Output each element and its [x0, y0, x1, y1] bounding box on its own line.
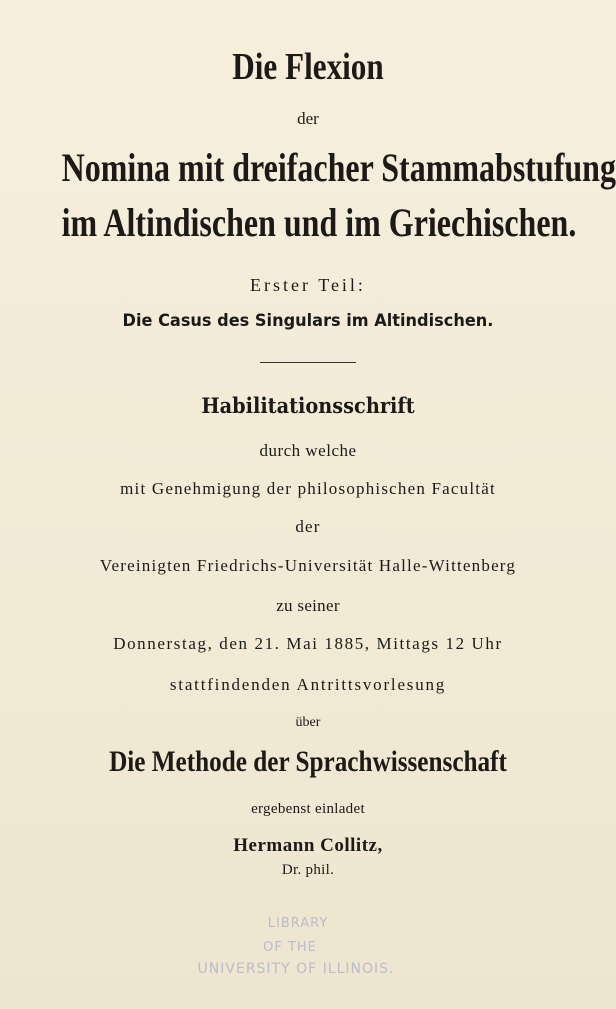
- divider-rule: [260, 362, 356, 363]
- lecture-title: Die Methode der Sprachwissenschaft: [109, 745, 507, 778]
- library-stamp-line-3: UNIVERSITY OF ILLINOIS.: [197, 961, 395, 977]
- main-title-line-3: Nomina mit dreifacher Stammabstufung: [61, 145, 616, 190]
- author-degree: Dr. phil.: [281, 862, 335, 878]
- habilitation-line-6: Donnerstag, den 21. Mai 1885, Mittags 12 Uhr: [113, 634, 503, 653]
- part-subtitle: Die Casus des Singulars im Altindischen.: [122, 311, 494, 331]
- habilitation-line-8: über: [295, 715, 321, 730]
- main-title-line-2: der: [297, 109, 319, 128]
- habilitation-line-7: stattfindenden Antrittsvorlesung: [169, 675, 447, 694]
- habilitation-line-1: durch welche: [259, 441, 357, 460]
- habilitation-line-2: mit Genehmigung der philosophischen Facultät: [120, 479, 496, 498]
- author-name: Hermann Collitz,: [233, 835, 383, 856]
- habilitation-line-4: Vereinigten Friedrichs-Universität Halle-Wittenberg: [99, 556, 517, 575]
- library-stamp-line-2: OF THE: [263, 940, 317, 955]
- part-label: Erster Teil:: [250, 275, 366, 295]
- habilitation-line-3: der: [295, 517, 321, 536]
- library-stamp-line-1: LIBRARY: [267, 916, 329, 931]
- main-title-line-4: im Altindischen und im Griechischen.: [61, 200, 577, 245]
- invitation-line: ergebenst einladet: [251, 801, 365, 817]
- main-title-line-1: Die Flexion: [232, 46, 384, 88]
- habilitation-line-5: zu seiner: [276, 596, 340, 615]
- habilitation-heading: Habilitationsschrift: [201, 393, 415, 418]
